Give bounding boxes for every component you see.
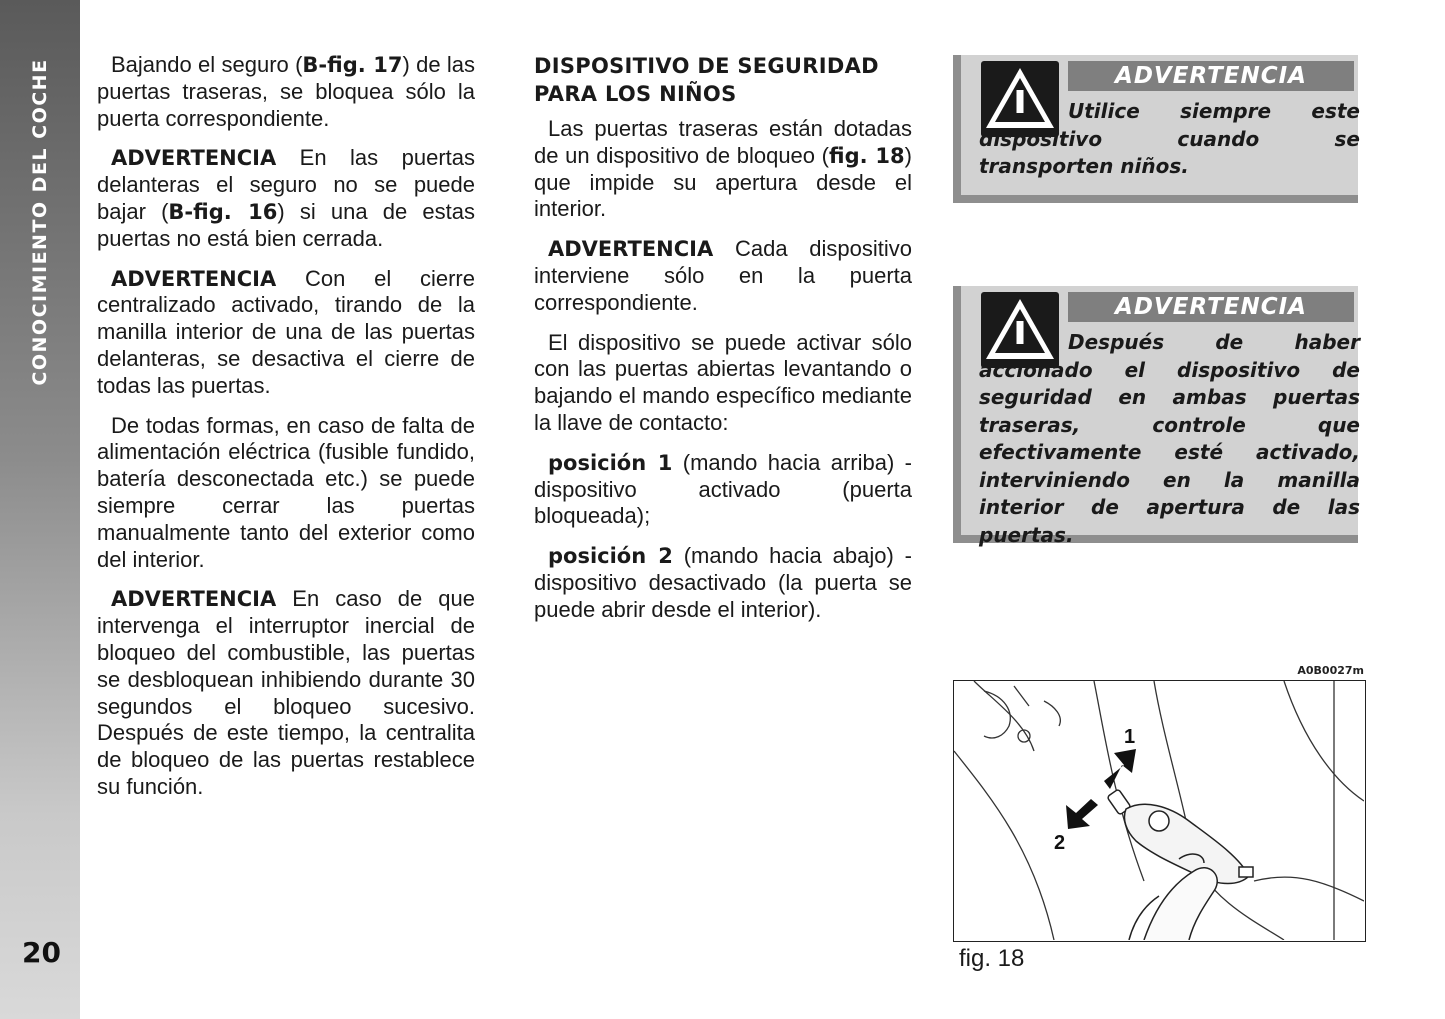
paragraph: posición 2 (mando hacia abajo) - dispositivo desactivado (la puerta se puede abrir desde el interior). <box>534 543 912 622</box>
position-1-label: 1 <box>1124 726 1136 748</box>
page-number: 20 <box>22 936 61 969</box>
paragraph: ADVERTENCIA En caso de que intervenga el interruptor inercial de bloqueo del combustible, las puertas se desbloquean inhibiendo durante 30 segundos el bloqueo sucesivo. Después de este tiempo, la centralita de bloqueo de las puertas restablece su función. <box>97 586 475 799</box>
paragraph: ADVERTENCIA Con el cierre centralizado activado, tirando de la manilla interior de una de las puertas delanteras, se desactiva el cierre de todas las puertas. <box>97 265 475 398</box>
paragraph: ADVERTENCIA Cada dispositivo interviene sólo en la puerta correspondiente. <box>534 236 912 315</box>
figure-child-lock-illustration <box>953 680 1366 942</box>
sidebar <box>0 0 80 1019</box>
figure-code: A0B0027m <box>1297 664 1364 677</box>
child-lock-drawing <box>954 681 1364 940</box>
warning-box-1 <box>953 55 1358 203</box>
warning-title: ADVERTENCIA <box>1068 292 1354 322</box>
position-2-label: 2 <box>1054 832 1066 854</box>
warning-title: ADVERTENCIA <box>1068 61 1354 91</box>
paragraph: El dispositivo se puede activar sólo con las puertas abiertas levantando o bajando el mando específico mediante la llave de contacto: <box>534 329 912 435</box>
figure-caption: fig. 18 <box>959 945 1025 972</box>
paragraph: ADVERTENCIA En las puertas delanteras el seguro no se puede bajar (B-fig. 16) si una de estas puertas no está bien cerrada. <box>97 145 475 251</box>
paragraph: posición 1 (mando hacia arriba) - dispositivo activado (puerta bloqueada); <box>534 449 912 529</box>
middle-column <box>534 52 912 637</box>
left-column <box>97 52 475 814</box>
section-heading: DISPOSITIVO DE SEGURIDAD PARA LOS NIÑOS <box>534 54 879 106</box>
paragraph: De todas formas, en caso de falta de alimentación eléctrica (fusible fundido, batería desconectada etc.) se puede siempre cerrar las puertas manualmente tanto del exterior como del interior. <box>97 412 475 572</box>
warning-text: Utilice siempre este dispositivo cuando se transporten niños. <box>979 99 1360 178</box>
paragraph: Las puertas traseras están dotadas de un dispositivo de bloqueo (fig. 18) que impide su apertura desde el interior. <box>534 116 912 222</box>
warning-box-2 <box>953 286 1360 547</box>
section-title: CONOCIMIENTO DEL COCHE <box>29 58 51 386</box>
paragraph: Bajando el seguro (B-fig. 17) de las puertas traseras, se bloquea sólo la puerta correspondiente. <box>97 52 475 131</box>
warning-text: Después de haber accionado el dispositivo de seguridad en ambas puertas traseras, controle que efectivamente esté activado, interviniendo en la manilla interior de apertura de las puertas. <box>979 330 1360 547</box>
